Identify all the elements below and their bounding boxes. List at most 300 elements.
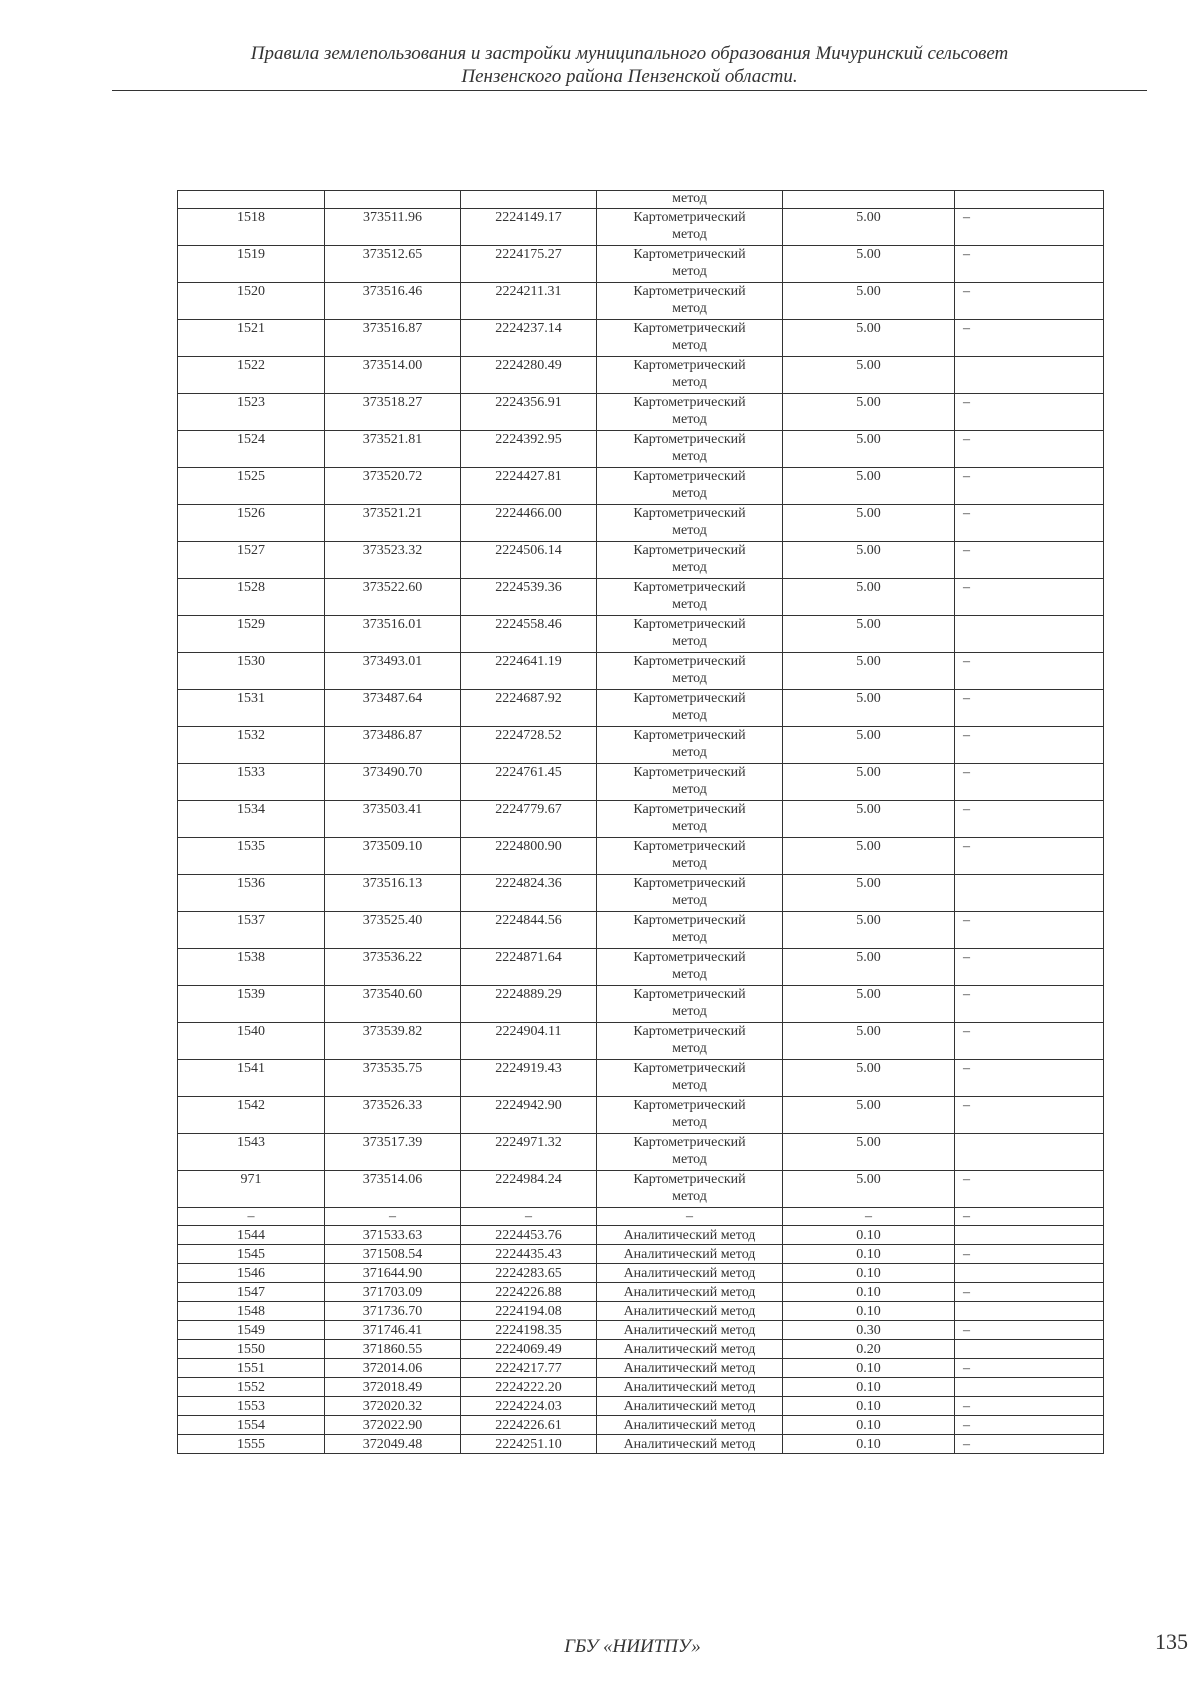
cell-method [597, 1171, 783, 1208]
cell-x: 373536.22 [325, 949, 461, 986]
cell-accuracy: 5.00 [783, 357, 955, 394]
cell-number: 1549 [178, 1321, 325, 1340]
cell-x: 373521.81 [325, 431, 461, 468]
cell-y: 2224224.03 [461, 1397, 597, 1416]
cell-number: 1539 [178, 986, 325, 1023]
header-divider [112, 90, 1147, 91]
cell-y: 2224194.08 [461, 1302, 597, 1321]
cell-method [597, 653, 783, 690]
table-row [178, 616, 1104, 653]
cell-accuracy: 0.10 [783, 1302, 955, 1321]
cell-accuracy: 5.00 [783, 616, 955, 653]
cell-y: 2224942.90 [461, 1097, 597, 1134]
cell-note: – [955, 283, 1104, 320]
cell-accuracy: 5.00 [783, 320, 955, 357]
method-line-1: Картометрический [633, 395, 746, 410]
cell-note: – [955, 1171, 1104, 1208]
cell-x: 371736.70 [325, 1302, 461, 1321]
table-row [178, 838, 1104, 875]
table-row [178, 1245, 1104, 1264]
cell-x: 373516.46 [325, 283, 461, 320]
method-line-2: метод [672, 1115, 707, 1130]
cell-x: 371508.54 [325, 1245, 461, 1264]
cell-x: 373514.06 [325, 1171, 461, 1208]
cell-number: 1526 [178, 505, 325, 542]
cell-number: 1528 [178, 579, 325, 616]
method-line-2: метод [672, 1152, 707, 1167]
cell-note [955, 1134, 1104, 1171]
cell-note [955, 616, 1104, 653]
table-row [178, 801, 1104, 838]
cell-accuracy: 0.20 [783, 1340, 955, 1359]
cell-method: Аналитический метод [597, 1226, 783, 1245]
cell-accuracy: 0.10 [783, 1264, 955, 1283]
cell-x: 373523.32 [325, 542, 461, 579]
cell-accuracy: 0.10 [783, 1359, 955, 1378]
cell-method: Аналитический метод [597, 1378, 783, 1397]
cell-number: 1525 [178, 468, 325, 505]
cell-note: – [955, 653, 1104, 690]
cell-number: 1531 [178, 690, 325, 727]
cell-note: – [955, 727, 1104, 764]
coordinates-table [177, 190, 1104, 1454]
cell-number: 1543 [178, 1134, 325, 1171]
cell-number: 1544 [178, 1226, 325, 1245]
cell-y: 2224889.29 [461, 986, 597, 1023]
cell-x: 371533.63 [325, 1226, 461, 1245]
cell-method: Аналитический метод [597, 1321, 783, 1340]
cell-accuracy: 0.10 [783, 1397, 955, 1416]
cell-accuracy: 5.00 [783, 727, 955, 764]
cell-accuracy: 5.00 [783, 246, 955, 283]
method-line-1: Картометрический [633, 469, 746, 484]
cell-number: 1533 [178, 764, 325, 801]
cell-accuracy: 5.00 [783, 1097, 955, 1134]
coordinates-table-body [178, 191, 1104, 1454]
cell-y: 2224280.49 [461, 357, 597, 394]
cell-x: 373486.87 [325, 727, 461, 764]
table-row [178, 1397, 1104, 1416]
method-line-1: Картометрический [633, 765, 746, 780]
table-row [178, 949, 1104, 986]
cell-number: 1547 [178, 1283, 325, 1302]
method-line-2: метод [672, 597, 707, 612]
cell-number: 1523 [178, 394, 325, 431]
cell-method [597, 505, 783, 542]
cell-accuracy: 5.00 [783, 986, 955, 1023]
method-line-1: Картометрический [633, 358, 746, 373]
cell-accuracy: 5.00 [783, 468, 955, 505]
cell-y: 2224356.91 [461, 394, 597, 431]
cell-y: 2224971.32 [461, 1134, 597, 1171]
method-line-2: метод [672, 967, 707, 982]
cell-accuracy: 5.00 [783, 690, 955, 727]
cell-method [597, 875, 783, 912]
cell-x: 373503.41 [325, 801, 461, 838]
method-line-2: метод [672, 671, 707, 686]
cell-y: 2224687.92 [461, 690, 597, 727]
cell-method: Аналитический метод [597, 1264, 783, 1283]
cell-note [955, 191, 1104, 209]
cell-x: 373516.01 [325, 616, 461, 653]
cell-x: 373514.00 [325, 357, 461, 394]
cell-note: – [955, 1435, 1104, 1454]
table-row [178, 1378, 1104, 1397]
cell-x: 373490.70 [325, 764, 461, 801]
cell-method [597, 764, 783, 801]
cell-note [955, 357, 1104, 394]
cell-x: 373516.13 [325, 875, 461, 912]
cell-method [597, 690, 783, 727]
cell-number: 1535 [178, 838, 325, 875]
cell-accuracy [783, 191, 955, 209]
cell-y: 2224728.52 [461, 727, 597, 764]
cell-note: – [955, 1416, 1104, 1435]
cell-note: – [955, 542, 1104, 579]
cell-method: Аналитический метод [597, 1397, 783, 1416]
cell-number: 1540 [178, 1023, 325, 1060]
cell-y: 2224984.24 [461, 1171, 597, 1208]
cell-number: 1519 [178, 246, 325, 283]
cell-number: 1524 [178, 431, 325, 468]
cell-note: – [955, 1359, 1104, 1378]
cell-y: 2224919.43 [461, 1060, 597, 1097]
cell-x: 372014.06 [325, 1359, 461, 1378]
method-line-2: метод [672, 560, 707, 575]
cell-x [325, 191, 461, 209]
method-line-1: Картометрический [633, 913, 746, 928]
table-row [178, 1321, 1104, 1340]
table-row [178, 1134, 1104, 1171]
method-line-2: метод [672, 745, 707, 760]
cell-number: 1536 [178, 875, 325, 912]
method-line-1: Картометрический [633, 432, 746, 447]
cell-x: 371746.41 [325, 1321, 461, 1340]
separator-cell: – [783, 1208, 955, 1226]
cell-method [597, 912, 783, 949]
method-line-1: Картометрический [633, 506, 746, 521]
cell-accuracy: 5.00 [783, 542, 955, 579]
method-line-1: Картометрический [633, 728, 746, 743]
cell-accuracy: 5.00 [783, 505, 955, 542]
method-line-1: Картометрический [633, 839, 746, 854]
cell-x: 373521.21 [325, 505, 461, 542]
cell-number: 1554 [178, 1416, 325, 1435]
cell-method [597, 949, 783, 986]
cell-accuracy: 5.00 [783, 875, 955, 912]
method-line-2: метод [672, 782, 707, 797]
cell-note: – [955, 801, 1104, 838]
table-row [178, 542, 1104, 579]
cell-note: – [955, 246, 1104, 283]
cell-accuracy: 5.00 [783, 579, 955, 616]
table-row [178, 727, 1104, 764]
cell-number: 1546 [178, 1264, 325, 1283]
cell-method [597, 1060, 783, 1097]
cell-note [955, 1226, 1104, 1245]
cell-x: 373517.39 [325, 1134, 461, 1171]
cell-y: 2224392.95 [461, 431, 597, 468]
cell-note: – [955, 764, 1104, 801]
cell-number: 1553 [178, 1397, 325, 1416]
cell-method: Аналитический метод [597, 1359, 783, 1378]
cell-y: 2224779.67 [461, 801, 597, 838]
table-row [178, 875, 1104, 912]
cell-x: 372020.32 [325, 1397, 461, 1416]
cell-accuracy: 5.00 [783, 949, 955, 986]
cell-y: 2224761.45 [461, 764, 597, 801]
cell-x: 371860.55 [325, 1340, 461, 1359]
cell-number: 1537 [178, 912, 325, 949]
method-line-2: метод [672, 301, 707, 316]
cell-note: – [955, 1097, 1104, 1134]
cell-number: 1530 [178, 653, 325, 690]
table-row [178, 1435, 1104, 1454]
page-number: 135 [1155, 1629, 1188, 1654]
cell-method [597, 209, 783, 246]
cell-note [955, 875, 1104, 912]
cell-method [597, 468, 783, 505]
cell-x: 372022.90 [325, 1416, 461, 1435]
method-line-1: Картометрический [633, 1024, 746, 1039]
method-line-1: Картометрический [633, 1172, 746, 1187]
method-line-2: метод [672, 1041, 707, 1056]
cell-y: 2224237.14 [461, 320, 597, 357]
cell-y: 2224558.46 [461, 616, 597, 653]
table-row [178, 912, 1104, 949]
table-row [178, 1264, 1104, 1283]
table-row [178, 1340, 1104, 1359]
cell-method: Аналитический метод [597, 1340, 783, 1359]
table-row [178, 191, 1104, 209]
cell-number: 971 [178, 1171, 325, 1208]
cell-x: 373516.87 [325, 320, 461, 357]
cell-note: – [955, 1245, 1104, 1264]
method-line-1: Картометрический [633, 247, 746, 262]
cell-method [597, 283, 783, 320]
method-line-2: метод [672, 523, 707, 538]
cell-y: 2224226.88 [461, 1283, 597, 1302]
separator-cell: – [597, 1208, 783, 1226]
cell-method: Аналитический метод [597, 1416, 783, 1435]
cell-method [597, 1097, 783, 1134]
cell-y: 2224435.43 [461, 1245, 597, 1264]
cell-y: 2224283.65 [461, 1264, 597, 1283]
header-line-1: Правила землепользования и застройки муниципального образования Мичуринский сельсовет [250, 43, 1009, 64]
method-line-2: метод [672, 708, 707, 723]
table-row [178, 505, 1104, 542]
cell-method: Аналитический метод [597, 1283, 783, 1302]
cell-accuracy: 0.10 [783, 1245, 955, 1264]
cell-x: 373535.75 [325, 1060, 461, 1097]
cell-y: 2224506.14 [461, 542, 597, 579]
cell-number: 1518 [178, 209, 325, 246]
method-line-2: метод [672, 264, 707, 279]
cell-note [955, 1302, 1104, 1321]
page-header [112, 42, 1147, 88]
cell-number [178, 191, 325, 209]
cell-note: – [955, 505, 1104, 542]
method-line-1: Картометрический [633, 654, 746, 669]
cell-method: Аналитический метод [597, 1435, 783, 1454]
method-line-1: Картометрический [633, 617, 746, 632]
cell-method [597, 357, 783, 394]
cell-accuracy: 5.00 [783, 1171, 955, 1208]
cell-note: – [955, 986, 1104, 1023]
cell-method [597, 431, 783, 468]
method-line-1: Картометрический [633, 1135, 746, 1150]
cell-note: – [955, 1060, 1104, 1097]
cell-accuracy: 5.00 [783, 653, 955, 690]
table-row [178, 209, 1104, 246]
method-line-1: Картометрический [633, 580, 746, 595]
cell-accuracy: 5.00 [783, 431, 955, 468]
method-line-1: Картометрический [633, 950, 746, 965]
cell-number: 1542 [178, 1097, 325, 1134]
cell-method [597, 542, 783, 579]
cell-note: – [955, 949, 1104, 986]
cell-y: 2224453.76 [461, 1226, 597, 1245]
cell-accuracy: 5.00 [783, 394, 955, 431]
table-row [178, 1416, 1104, 1435]
table-row [178, 986, 1104, 1023]
method-line-1: Картометрический [633, 802, 746, 817]
cell-x: 373511.96 [325, 209, 461, 246]
cell-accuracy: 5.00 [783, 283, 955, 320]
table-row [178, 579, 1104, 616]
method-line-1: Картометрический [633, 210, 746, 225]
cell-accuracy: 5.00 [783, 912, 955, 949]
cell-y: 2224427.81 [461, 468, 597, 505]
cell-number: 1551 [178, 1359, 325, 1378]
cell-accuracy: 0.10 [783, 1226, 955, 1245]
cell-y: 2224198.35 [461, 1321, 597, 1340]
cell-accuracy: 5.00 [783, 1134, 955, 1171]
footer-organization: ГБУ «НИИТПУ» [564, 1636, 701, 1657]
cell-y: 2224069.49 [461, 1340, 597, 1359]
cell-y: 2224149.17 [461, 209, 597, 246]
cell-accuracy: 0.10 [783, 1416, 955, 1435]
method-line-1: Картометрический [633, 543, 746, 558]
method-line-2: метод [672, 412, 707, 427]
cell-y: 2224175.27 [461, 246, 597, 283]
cell-y: 2224222.20 [461, 1378, 597, 1397]
table-row [178, 431, 1104, 468]
method-line-2: метод [672, 486, 707, 501]
table-row [178, 320, 1104, 357]
table-row [178, 468, 1104, 505]
cell-x: 373539.82 [325, 1023, 461, 1060]
method-line-2: метод [672, 1004, 707, 1019]
cell-note: – [955, 468, 1104, 505]
table-row [178, 1097, 1104, 1134]
table-row [178, 690, 1104, 727]
cell-method: метод [597, 191, 783, 209]
cell-number: 1521 [178, 320, 325, 357]
cell-number: 1545 [178, 1245, 325, 1264]
table-row [178, 1226, 1104, 1245]
cell-x: 373509.10 [325, 838, 461, 875]
cell-accuracy: 5.00 [783, 801, 955, 838]
cell-number: 1538 [178, 949, 325, 986]
table-row [178, 1359, 1104, 1378]
cell-y: 2224824.36 [461, 875, 597, 912]
cell-accuracy: 5.00 [783, 764, 955, 801]
cell-y: 2224800.90 [461, 838, 597, 875]
cell-x: 373487.64 [325, 690, 461, 727]
cell-accuracy: 5.00 [783, 1023, 955, 1060]
cell-number: 1541 [178, 1060, 325, 1097]
cell-note: – [955, 579, 1104, 616]
cell-note [955, 1340, 1104, 1359]
cell-accuracy: 0.10 [783, 1283, 955, 1302]
method-line-2: метод [672, 227, 707, 242]
cell-x: 373512.65 [325, 246, 461, 283]
cell-y: 2224904.11 [461, 1023, 597, 1060]
table-row [178, 1023, 1104, 1060]
method-line-1: Картометрический [633, 321, 746, 336]
method-line-2: метод [672, 1189, 707, 1204]
cell-x: 372018.49 [325, 1378, 461, 1397]
cell-method [597, 801, 783, 838]
cell-number: 1534 [178, 801, 325, 838]
table-row [178, 1171, 1104, 1208]
table-row [178, 1283, 1104, 1302]
table-row [178, 357, 1104, 394]
cell-note: – [955, 1397, 1104, 1416]
cell-note: – [955, 1321, 1104, 1340]
cell-accuracy: 5.00 [783, 838, 955, 875]
cell-note: – [955, 690, 1104, 727]
table-row [178, 653, 1104, 690]
cell-number: 1527 [178, 542, 325, 579]
cell-x: 371644.90 [325, 1264, 461, 1283]
cell-number: 1548 [178, 1302, 325, 1321]
cell-x: 373520.72 [325, 468, 461, 505]
cell-method: Аналитический метод [597, 1302, 783, 1321]
method-line-2: метод [672, 856, 707, 871]
cell-x: 373540.60 [325, 986, 461, 1023]
cell-number: 1520 [178, 283, 325, 320]
header-line-2: Пензенского района Пензенской области. [461, 66, 798, 87]
cell-y: 2224871.64 [461, 949, 597, 986]
method-line-1: Картометрический [633, 1098, 746, 1113]
method-line-1: Картометрический [633, 876, 746, 891]
cell-y: 2224211.31 [461, 283, 597, 320]
cell-method: Аналитический метод [597, 1245, 783, 1264]
method-line-2: метод [672, 1078, 707, 1093]
cell-accuracy: 5.00 [783, 1060, 955, 1097]
cell-x: 371703.09 [325, 1283, 461, 1302]
cell-number: 1552 [178, 1378, 325, 1397]
cell-accuracy: 5.00 [783, 209, 955, 246]
cell-x: 372049.48 [325, 1435, 461, 1454]
cell-note: – [955, 838, 1104, 875]
cell-number: 1550 [178, 1340, 325, 1359]
table-row [178, 1302, 1104, 1321]
method-line-2: метод [672, 893, 707, 908]
table-row [178, 246, 1104, 283]
cell-method [597, 727, 783, 764]
cell-note: – [955, 1023, 1104, 1060]
separator-cell: – [178, 1208, 325, 1226]
cell-method [597, 320, 783, 357]
cell-note [955, 1378, 1104, 1397]
cell-note: – [955, 912, 1104, 949]
cell-y: 2224539.36 [461, 579, 597, 616]
cell-y: 2224466.00 [461, 505, 597, 542]
cell-accuracy: 0.30 [783, 1321, 955, 1340]
